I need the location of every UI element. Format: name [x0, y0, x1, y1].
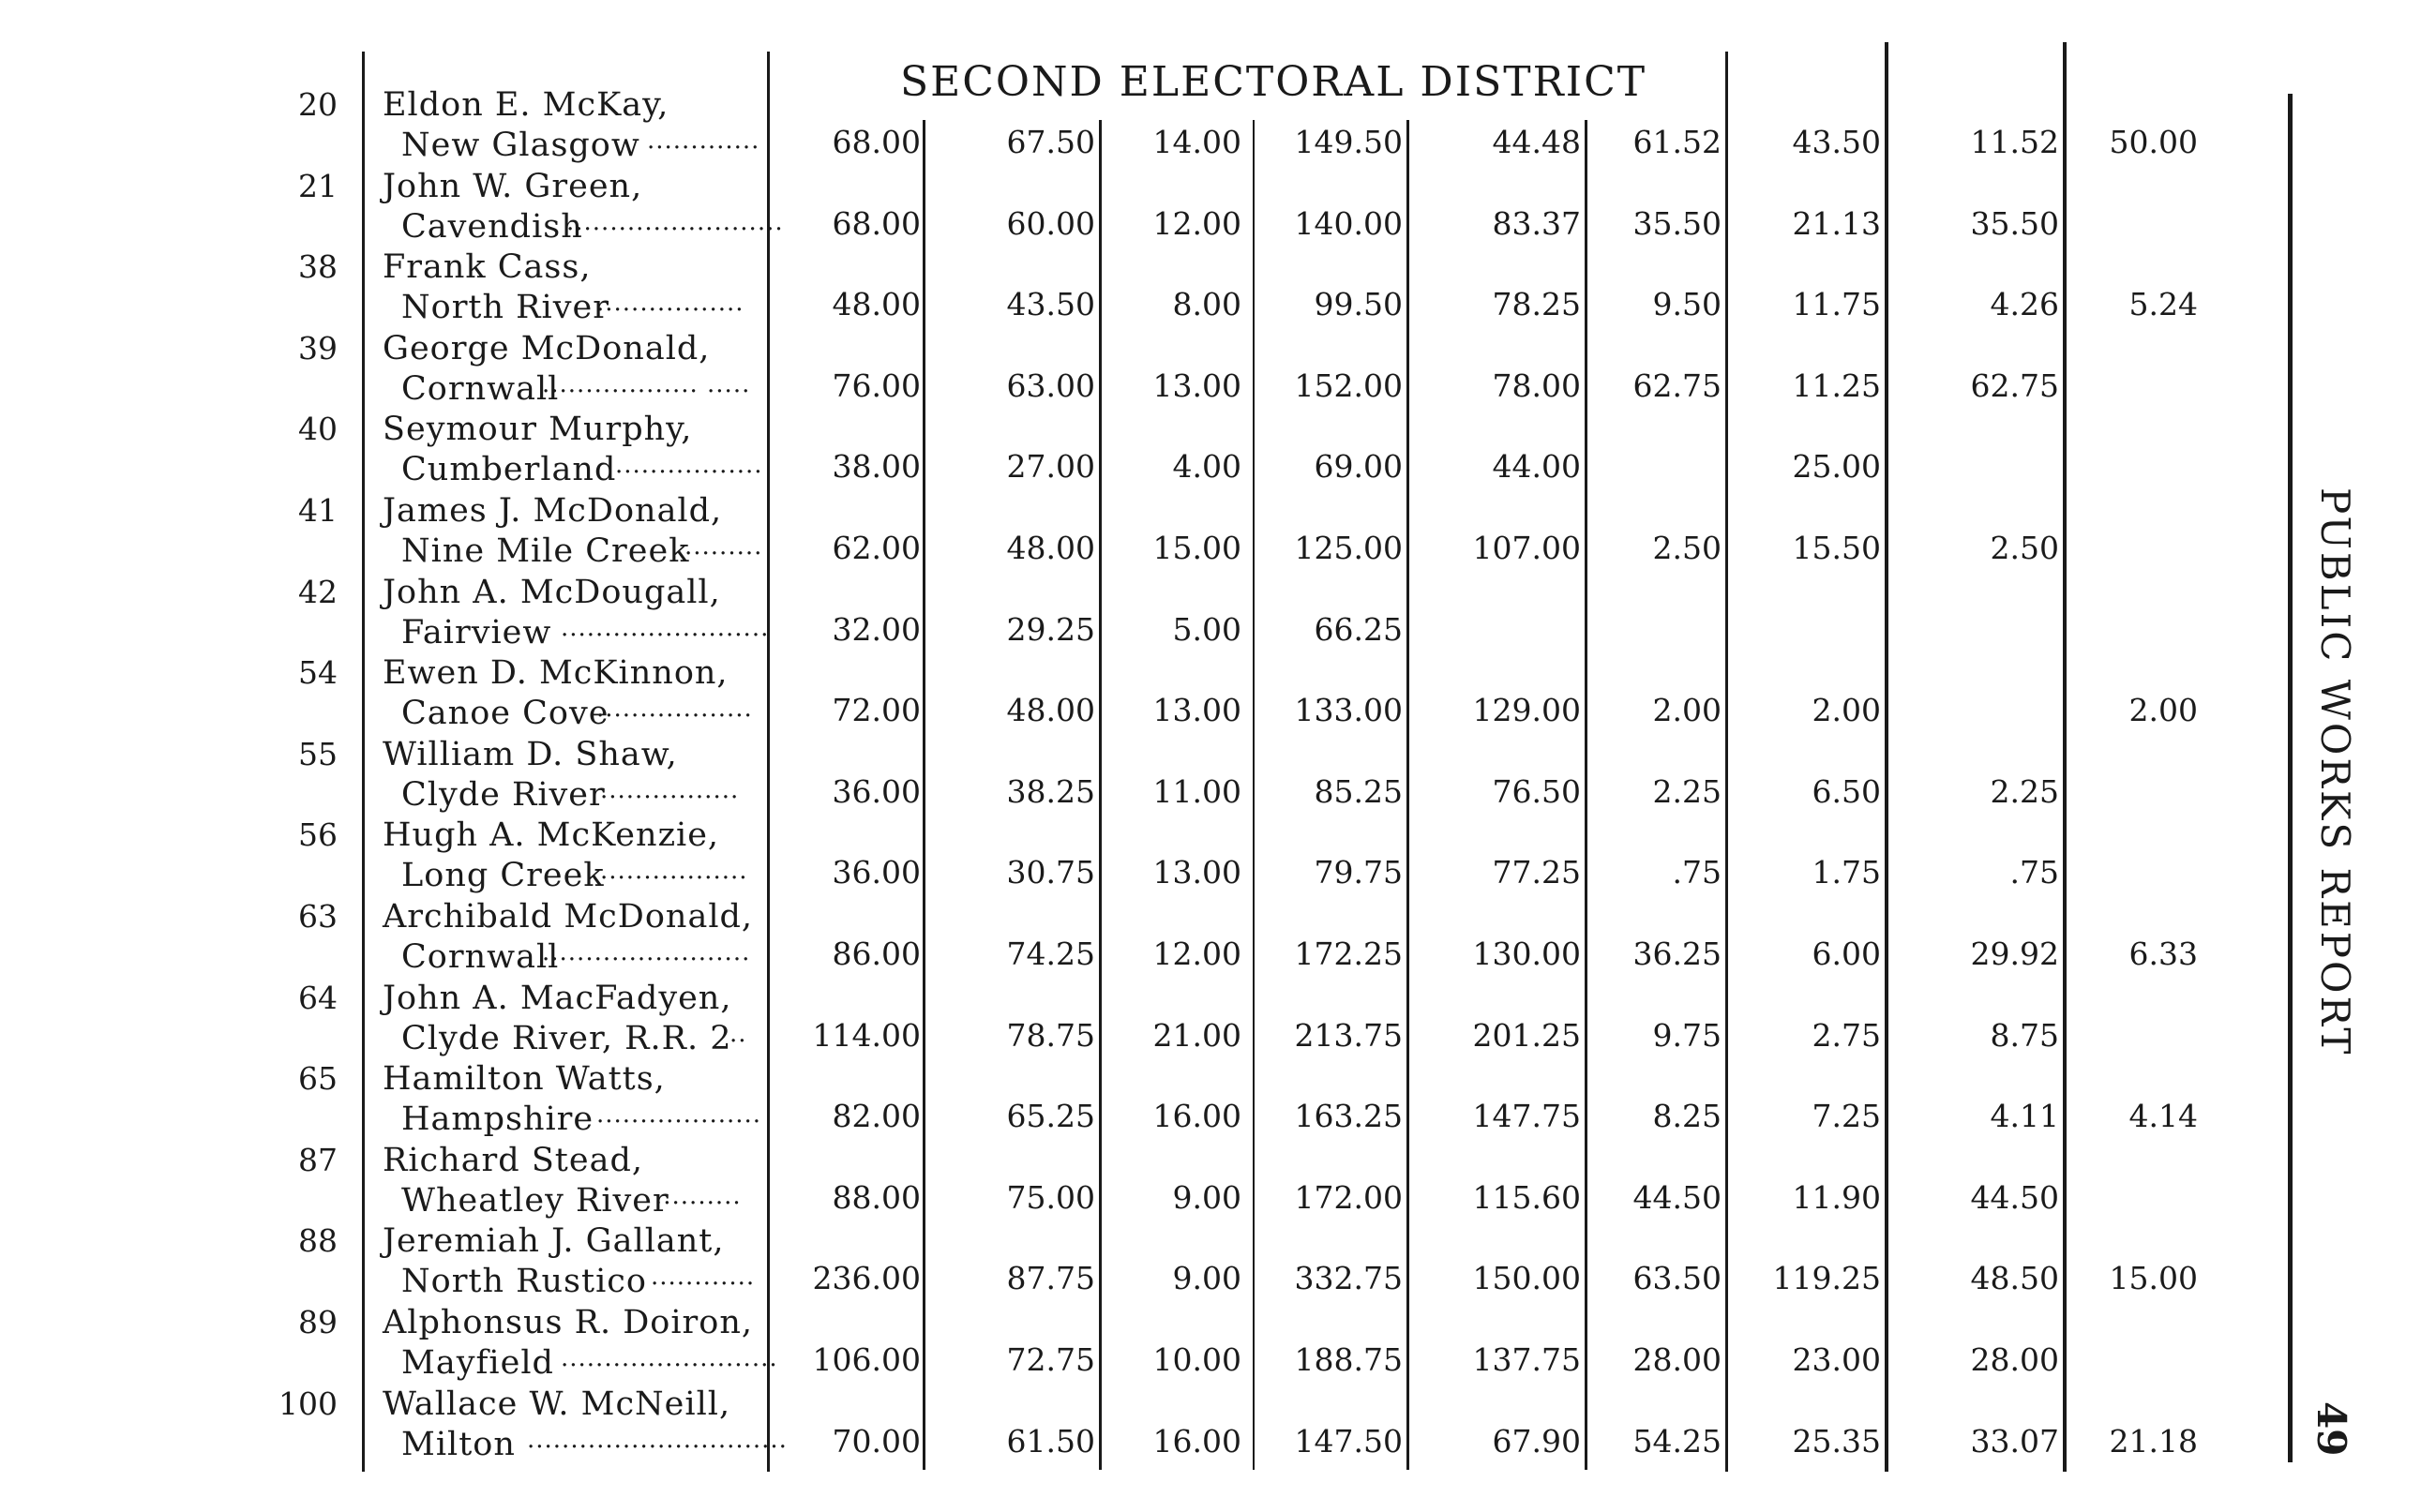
- amount-cell: 2.50: [1652, 530, 1722, 566]
- amount-cell: 27.00: [1006, 448, 1095, 486]
- amount-cell: .75: [1672, 854, 1722, 891]
- contractor-place: North River: [401, 289, 609, 327]
- amount-cell: 88.00: [832, 1178, 921, 1216]
- amount-cell: 130.00: [1472, 936, 1581, 972]
- table-row: [0, 574, 2436, 655]
- row-number: 56: [298, 816, 338, 854]
- leader-dots: .........................: [566, 207, 784, 236]
- amount-cell: 87.75: [1006, 1260, 1095, 1297]
- amount-cell: 62.00: [832, 530, 921, 566]
- contractor-name: John A. McDougall,: [383, 573, 721, 611]
- amount-cell: 6.33: [2128, 936, 2198, 972]
- amount-cell: 12.00: [1152, 936, 1241, 972]
- amount-cell: 2.00: [2128, 692, 2198, 729]
- contractor-place: Clyde River, R.R. 2: [401, 1019, 732, 1057]
- amount-cell: 133.00: [1294, 692, 1403, 729]
- row-number: 100: [278, 1385, 338, 1422]
- leader-dots: ........................: [542, 938, 751, 966]
- contractor-name: John A. MacFadyen,: [383, 979, 732, 1017]
- leader-dots: .................. .....: [542, 369, 751, 398]
- amount-cell: 2.25: [1990, 772, 2059, 810]
- contractor-name: Richard Stead,: [383, 1141, 643, 1179]
- amount-cell: 10.00: [1152, 1341, 1241, 1378]
- leader-dots: ................: [600, 775, 740, 804]
- row-number: 63: [298, 898, 338, 935]
- amount-cell: 5.24: [2128, 286, 2198, 323]
- table-row: [0, 1060, 2436, 1142]
- contractor-place: Cornwall: [401, 369, 560, 408]
- amount-cell: 172.00: [1294, 1178, 1403, 1216]
- amount-cell: 72.00: [832, 692, 921, 729]
- contractor-place: Fairview: [401, 613, 552, 651]
- amount-cell: 114.00: [812, 1016, 921, 1054]
- row-number: 55: [298, 735, 338, 772]
- amount-cell: 11.52: [1970, 124, 2059, 160]
- amount-cell: 48.50: [1970, 1260, 2059, 1297]
- table-row: [0, 411, 2436, 492]
- amount-cell: 129.00: [1472, 692, 1581, 729]
- amount-cell: 2.25: [1652, 772, 1722, 810]
- row-number: 88: [298, 1222, 338, 1260]
- amount-cell: 1.75: [1812, 854, 1881, 891]
- table-row: [0, 168, 2436, 249]
- amount-cell: 9.50: [1652, 286, 1722, 323]
- amount-cell: 44.50: [1632, 1178, 1722, 1216]
- row-number: 41: [298, 492, 338, 529]
- contractor-place: Mayfield: [401, 1344, 554, 1382]
- contractor-name: William D. Shaw,: [383, 735, 678, 773]
- amount-cell: 48.00: [1006, 530, 1095, 566]
- contractor-name: Seymour Murphy,: [383, 411, 693, 449]
- contractor-name: Hamilton Watts,: [383, 1060, 666, 1099]
- table-row: [0, 1142, 2436, 1223]
- amount-cell: 60.00: [1006, 204, 1095, 242]
- amount-cell: 65.25: [1006, 1098, 1095, 1135]
- table-row: [0, 86, 2436, 168]
- amount-cell: 63.50: [1632, 1260, 1722, 1297]
- amount-cell: 15.00: [1152, 530, 1241, 566]
- amount-cell: 4.14: [2128, 1098, 2198, 1135]
- amount-cell: 119.25: [1772, 1260, 1881, 1297]
- amount-cell: 63.00: [1006, 367, 1095, 404]
- amount-cell: 35.50: [1632, 204, 1722, 242]
- amount-cell: 152.00: [1294, 367, 1403, 404]
- amount-cell: 11.00: [1152, 772, 1241, 810]
- amount-cell: 78.75: [1006, 1016, 1095, 1054]
- amount-cell: 5.00: [1172, 610, 1241, 648]
- leader-dots: ..................: [596, 695, 753, 724]
- amount-cell: 172.25: [1294, 936, 1403, 972]
- amount-cell: 163.25: [1294, 1098, 1403, 1135]
- row-number: 65: [298, 1060, 338, 1098]
- amount-cell: 7.25: [1812, 1098, 1881, 1135]
- amount-cell: 36.00: [832, 772, 921, 810]
- contractor-place: Clyde River: [401, 775, 606, 814]
- amount-cell: 4.11: [1990, 1098, 2059, 1135]
- leader-dots: ..............................: [527, 1425, 788, 1454]
- amount-cell: 9.00: [1172, 1260, 1241, 1297]
- amount-cell: 21.00: [1152, 1016, 1241, 1054]
- amount-cell: 13.00: [1152, 692, 1241, 729]
- amount-cell: 13.00: [1152, 854, 1241, 891]
- amount-cell: 82.00: [832, 1098, 921, 1135]
- table-row: [0, 1304, 2436, 1385]
- amount-cell: 28.00: [1632, 1341, 1722, 1378]
- amount-cell: 147.75: [1472, 1098, 1581, 1135]
- amount-cell: 83.37: [1492, 204, 1581, 242]
- amount-cell: 150.00: [1472, 1260, 1581, 1297]
- leader-dots: ...................: [596, 1100, 762, 1130]
- amount-cell: 67.50: [1006, 124, 1095, 160]
- amount-cell: 21.18: [2109, 1422, 2198, 1460]
- contractor-name: James J. McDonald,: [383, 492, 723, 530]
- amount-cell: 201.25: [1472, 1016, 1581, 1054]
- amount-cell: 76.50: [1492, 772, 1581, 810]
- amount-cell: 9.75: [1652, 1016, 1722, 1054]
- amount-cell: 61.52: [1632, 124, 1722, 160]
- section-heading: SECOND ELECTORAL DISTRICT: [900, 58, 1647, 106]
- amount-cell: 29.25: [1006, 610, 1095, 648]
- amount-cell: 149.50: [1294, 124, 1403, 160]
- contractor-name: Archibald McDonald,: [383, 898, 754, 936]
- amount-cell: 48.00: [832, 286, 921, 323]
- amount-cell: 147.50: [1294, 1422, 1403, 1460]
- amount-cell: 25.00: [1792, 448, 1881, 486]
- leader-dots: .................: [600, 857, 748, 886]
- amount-cell: 4.00: [1172, 448, 1241, 486]
- amount-cell: 25.35: [1792, 1422, 1881, 1460]
- amount-cell: 36.25: [1632, 936, 1722, 972]
- amount-cell: 2.50: [1990, 530, 2059, 566]
- amount-cell: 332.75: [1294, 1260, 1403, 1297]
- amount-cell: 54.25: [1632, 1422, 1722, 1460]
- amount-cell: 6.00: [1812, 936, 1881, 972]
- amount-cell: 35.50: [1970, 204, 2059, 242]
- amount-cell: 68.00: [832, 124, 921, 160]
- row-number: 87: [298, 1141, 338, 1178]
- amount-cell: 21.13: [1792, 204, 1881, 242]
- report-title: PUBLIC WORKS REPORT: [2312, 487, 2358, 1057]
- amount-cell: 68.00: [832, 204, 921, 242]
- amount-cell: 38.25: [1006, 772, 1095, 810]
- amount-cell: 14.00: [1152, 124, 1241, 160]
- amount-cell: 43.50: [1006, 286, 1095, 323]
- row-number: 21: [298, 167, 338, 204]
- amount-cell: 12.00: [1152, 204, 1241, 242]
- amount-cell: 15.00: [2109, 1260, 2198, 1297]
- table-row: [0, 898, 2436, 980]
- leader-dots: .........................: [561, 1344, 778, 1372]
- amount-cell: 62.75: [1970, 367, 2059, 404]
- amount-cell: 213.75: [1294, 1016, 1403, 1054]
- contractor-name: Frank Cass,: [383, 248, 592, 287]
- contractor-place: Nine Mile Creek: [401, 532, 690, 570]
- amount-cell: 79.75: [1314, 854, 1403, 891]
- contractor-place: Wheatley River: [401, 1181, 669, 1220]
- amount-cell: 62.75: [1632, 367, 1722, 404]
- row-number: 64: [298, 979, 338, 1016]
- row-number: 39: [298, 329, 338, 367]
- table-row: [0, 736, 2436, 817]
- contractor-place: New Glasgow: [401, 127, 640, 164]
- leader-dots: .........: [684, 532, 763, 561]
- amount-cell: 8.00: [1172, 286, 1241, 323]
- amount-cell: 36.00: [832, 854, 921, 891]
- amount-cell: 125.00: [1294, 530, 1403, 566]
- contractor-place: Cumberland: [401, 451, 617, 489]
- amount-cell: 8.75: [1990, 1016, 2059, 1054]
- table-row: [0, 1385, 2436, 1467]
- row-number: 54: [298, 654, 338, 692]
- amount-cell: 23.00: [1792, 1341, 1881, 1378]
- table-row: [0, 248, 2436, 330]
- amount-cell: 9.00: [1172, 1178, 1241, 1216]
- amount-cell: 76.00: [832, 367, 921, 404]
- amount-cell: 99.50: [1314, 286, 1403, 323]
- row-number: 38: [298, 248, 338, 286]
- amount-cell: 16.00: [1152, 1422, 1241, 1460]
- amount-cell: 115.60: [1472, 1178, 1581, 1216]
- leader-dots: .............: [647, 127, 760, 155]
- contractor-place: Canoe Cove: [401, 695, 609, 733]
- amount-cell: 2.00: [1812, 692, 1881, 729]
- amount-cell: 70.00: [832, 1422, 921, 1460]
- contractor-place: Cavendish: [401, 207, 583, 246]
- table-row: [0, 1222, 2436, 1304]
- table-row: [0, 980, 2436, 1061]
- amount-cell: 61.50: [1006, 1422, 1095, 1460]
- contractor-name: Eldon E. McKay,: [383, 86, 669, 124]
- amount-cell: 78.25: [1492, 286, 1581, 323]
- leader-dots: .................: [596, 289, 744, 318]
- amount-cell: 78.00: [1492, 367, 1581, 404]
- amount-cell: 29.92: [1970, 936, 2059, 972]
- amount-cell: 4.26: [1990, 286, 2059, 323]
- amount-cell: 72.75: [1006, 1341, 1095, 1378]
- amount-cell: 44.00: [1492, 448, 1581, 486]
- table-row: [0, 654, 2436, 736]
- page-number: 49: [2308, 1401, 2354, 1457]
- amount-cell: 67.90: [1492, 1422, 1581, 1460]
- amount-cell: 77.25: [1492, 854, 1581, 891]
- amount-cell: 2.75: [1812, 1016, 1881, 1054]
- amount-cell: 33.07: [1970, 1422, 2059, 1460]
- amount-cell: 137.75: [1472, 1341, 1581, 1378]
- table-row: [0, 816, 2436, 898]
- amount-cell: 32.00: [832, 610, 921, 648]
- amount-cell: 69.00: [1314, 448, 1403, 486]
- amount-cell: 74.25: [1006, 936, 1095, 972]
- row-number: 40: [298, 411, 338, 448]
- amount-cell: 140.00: [1294, 204, 1403, 242]
- leader-dots: ..........: [654, 1181, 742, 1210]
- amount-cell: 43.50: [1792, 124, 1881, 160]
- contractor-name: Jeremiah J. Gallant,: [383, 1222, 725, 1261]
- amount-cell: 11.25: [1792, 367, 1881, 404]
- amount-cell: 236.00: [812, 1260, 921, 1297]
- contractor-place: Long Creek: [401, 857, 605, 895]
- amount-cell: 188.75: [1294, 1341, 1403, 1378]
- amount-cell: 8.25: [1652, 1098, 1722, 1135]
- amount-cell: 48.00: [1006, 692, 1095, 729]
- row-number: 20: [298, 86, 338, 123]
- leader-dots: ..: [729, 1019, 747, 1048]
- amount-cell: 11.90: [1792, 1178, 1881, 1216]
- contractor-name: Hugh A. McKenzie,: [383, 816, 720, 855]
- amount-cell: 6.50: [1812, 772, 1881, 810]
- leader-dots: ........................: [561, 613, 770, 642]
- amount-cell: 85.25: [1314, 772, 1403, 810]
- row-number: 89: [298, 1304, 338, 1340]
- table-row: [0, 492, 2436, 574]
- amount-cell: 28.00: [1970, 1341, 2059, 1378]
- contractor-place: Cornwall: [401, 938, 560, 976]
- amount-cell: 106.00: [812, 1341, 921, 1378]
- amount-cell: 38.00: [832, 448, 921, 486]
- amount-cell: 2.00: [1652, 692, 1722, 729]
- amount-cell: 15.50: [1792, 530, 1881, 566]
- leader-dots: ............: [651, 1263, 756, 1292]
- leader-dots: .................: [615, 451, 763, 480]
- table-row: [0, 330, 2436, 412]
- contractor-place: Milton: [401, 1425, 516, 1463]
- amount-cell: 30.75: [1006, 854, 1095, 891]
- contractor-place: North Rustico: [401, 1263, 647, 1301]
- contractor-name: John W. Green,: [383, 167, 643, 205]
- amount-cell: 66.25: [1314, 610, 1403, 648]
- amount-cell: 44.48: [1492, 124, 1581, 160]
- amount-cell: 16.00: [1152, 1098, 1241, 1135]
- amount-cell: 75.00: [1006, 1178, 1095, 1216]
- contractor-name: Alphonsus R. Doiron,: [383, 1304, 754, 1341]
- amount-cell: 11.75: [1792, 286, 1881, 323]
- contractor-name: Wallace W. McNeill,: [383, 1385, 731, 1423]
- contractor-name: George McDonald,: [383, 329, 711, 367]
- amount-cell: 107.00: [1472, 530, 1581, 566]
- contractor-name: Ewen D. McKinnon,: [383, 654, 729, 693]
- amount-cell: 50.00: [2109, 124, 2198, 160]
- amount-cell: .75: [2009, 854, 2059, 891]
- amount-cell: 13.00: [1152, 367, 1241, 404]
- amount-cell: 44.50: [1970, 1178, 2059, 1216]
- amount-cell: 86.00: [832, 936, 921, 972]
- row-number: 42: [298, 573, 338, 610]
- contractor-place: Hampshire: [401, 1100, 594, 1139]
